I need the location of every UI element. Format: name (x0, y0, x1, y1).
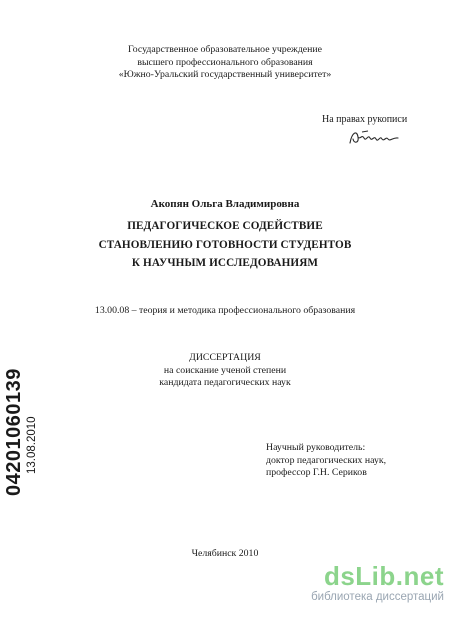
title-line: К НАУЧНЫМ ИССЛЕДОВАНИЯМ (131, 257, 319, 270)
institution-line: высшего профессионального образования (137, 56, 313, 68)
specialty-code: 13.00.08 – теория и методика профессионального образования (94, 305, 356, 316)
institution-block (0, 44, 450, 82)
institution-line: «Южно-Уральский государственный университет» (118, 69, 332, 81)
author-name: Акопян Ольга Владимировна (150, 198, 300, 210)
supervisor-block (266, 442, 386, 480)
degree-line: на соискание ученой степени (163, 364, 287, 376)
supervisor-name: профессор Г.Н. Сериков (266, 467, 367, 479)
supervisor-label: Научный руководитель: (266, 442, 366, 453)
city-year: Челябинск 2010 (191, 548, 259, 559)
title-line: СТАНОВЛЕНИЮ ГОТОВНОСТИ СТУДЕНТОВ (98, 238, 352, 251)
institution-line: Государственное образовательное учреждение (127, 44, 322, 55)
handwritten-signature (348, 128, 400, 148)
watermark-subtitle: библиотека диссертаций (311, 591, 444, 603)
dissertation-heading: ДИССЕРТАЦИЯ (189, 352, 261, 363)
degree-line: кандидата педагогических наук (159, 377, 291, 389)
dissertation-block (0, 352, 450, 390)
library-stamp (3, 368, 39, 496)
watermark (258, 562, 444, 604)
manuscript-rights-note: На правах рукописи (322, 114, 408, 125)
stamp-date: 13.08.2010 (26, 416, 38, 474)
supervisor-degree: доктор педагогических наук, (266, 454, 387, 466)
stamp-number: 04201060139 (3, 368, 25, 496)
watermark-logo: dsLib.net (323, 561, 444, 591)
title-line: ПЕДАГОГИЧЕСКОЕ СОДЕЙСТВИЕ (127, 220, 323, 232)
dissertation-title (0, 217, 450, 273)
